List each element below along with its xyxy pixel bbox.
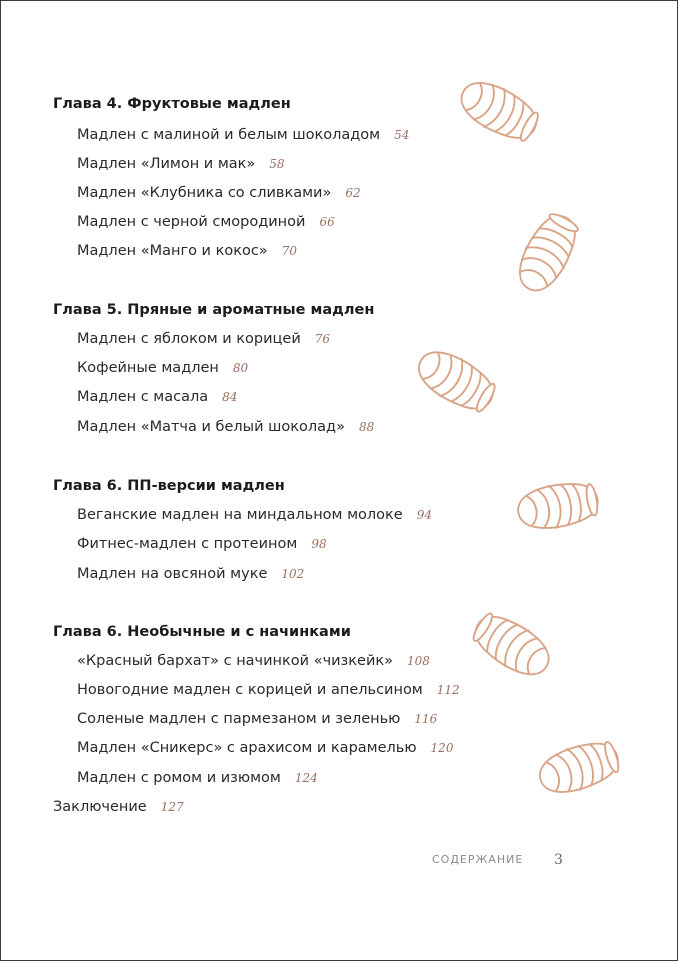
toc-entry-page: 112	[436, 683, 460, 697]
toc-entry-page: 94	[416, 508, 433, 522]
toc-entry-page: 88	[358, 420, 375, 434]
toc-entry[interactable]	[77, 740, 453, 756]
toc-entry-page: 76	[314, 332, 331, 346]
toc-entry-page: 102	[281, 567, 305, 581]
toc-entry-page: 80	[232, 361, 249, 375]
toc-entry[interactable]	[77, 185, 361, 201]
toc-entry-label: Соленые мадлен с пармезаном и зеленью	[77, 711, 401, 727]
toc-entry-label: Мадлен с малиной и белым шоколадом	[77, 127, 381, 143]
toc-entry-label: Мадлен с черной смородиной	[77, 214, 306, 230]
toc-entry-page: 127	[160, 800, 184, 814]
toc-entry-page: 116	[414, 712, 438, 726]
toc-entry-page: 62	[345, 186, 361, 200]
toc-entry[interactable]	[77, 419, 374, 435]
toc-entry-label: Фитнес-мадлен с протеином	[77, 536, 298, 552]
toc-entry-page: 98	[311, 537, 327, 551]
toc-entry-page: 70	[281, 244, 297, 258]
toc-entry[interactable]	[77, 127, 409, 143]
toc-entry[interactable]	[77, 770, 318, 786]
toc-entry-page: 84	[222, 390, 238, 404]
toc-entry[interactable]	[77, 389, 237, 405]
toc-entry[interactable]	[77, 214, 335, 230]
toc-entry-label: «Красный бархат» с начинкой «чизкейк»	[77, 653, 393, 669]
page-number: 3	[554, 852, 563, 868]
running-footer-title: СОДЕРЖАНИЕ	[432, 853, 524, 866]
toc-entry-page: 120	[430, 741, 454, 755]
toc-entry[interactable]	[77, 331, 330, 347]
toc-entry-label: Мадлен «Клубника со сливками»	[77, 185, 332, 201]
toc-entry-page: 66	[319, 215, 335, 229]
toc-entry[interactable]	[77, 360, 248, 376]
toc-entry-page: 54	[394, 128, 410, 142]
toc-entry[interactable]	[77, 507, 432, 523]
toc-entry-label: Новогодние мадлен с корицей и апельсином	[77, 682, 423, 698]
toc-entry-label: Мадлен на овсяной муке	[77, 566, 268, 582]
toc-entry[interactable]	[77, 536, 327, 552]
toc-entry-label: Мадлен «Матча и белый шоколад»	[77, 419, 345, 435]
chapter-6b-title: Глава 6. Необычные и с начинками	[53, 624, 351, 640]
toc-entry-label: Мадлен с ромом и изюмом	[77, 770, 281, 786]
toc-entry-page: 124	[294, 771, 318, 785]
toc-entry-label: Мадлен «Сникерс» с арахисом и карамелью	[77, 740, 417, 756]
toc-entry-label: Кофейные мадлен	[77, 360, 219, 376]
chapter-4-title: Глава 4. Фруктовые мадлен	[53, 96, 291, 112]
toc-entry[interactable]	[77, 156, 285, 172]
toc-entry-page: 108	[407, 654, 430, 668]
toc-entry-label: Мадлен с масала	[77, 389, 209, 405]
chapter-5-title: Глава 5. Пряные и ароматные мадлен	[53, 302, 375, 318]
toc-entry-label: Веганские мадлен на миндальном молоке	[77, 507, 403, 523]
toc-entry-conclusion[interactable]	[53, 799, 184, 815]
chapter-6-title: Глава 6. ПП-версии мадлен	[53, 478, 285, 494]
toc-entry[interactable]	[77, 653, 430, 669]
toc-entry-label: Мадлен «Лимон и мак»	[77, 156, 256, 172]
toc-entry[interactable]	[77, 243, 297, 259]
toc-entry[interactable]	[77, 711, 437, 727]
toc-entry-label: Заключение	[53, 799, 147, 815]
toc-entry[interactable]	[77, 682, 460, 698]
toc-entry-label: Мадлен с яблоком и корицей	[77, 331, 301, 347]
toc-entry-page: 58	[269, 157, 285, 171]
toc-entry[interactable]	[77, 566, 304, 582]
toc-entry-label: Мадлен «Манго и кокос»	[77, 243, 268, 259]
